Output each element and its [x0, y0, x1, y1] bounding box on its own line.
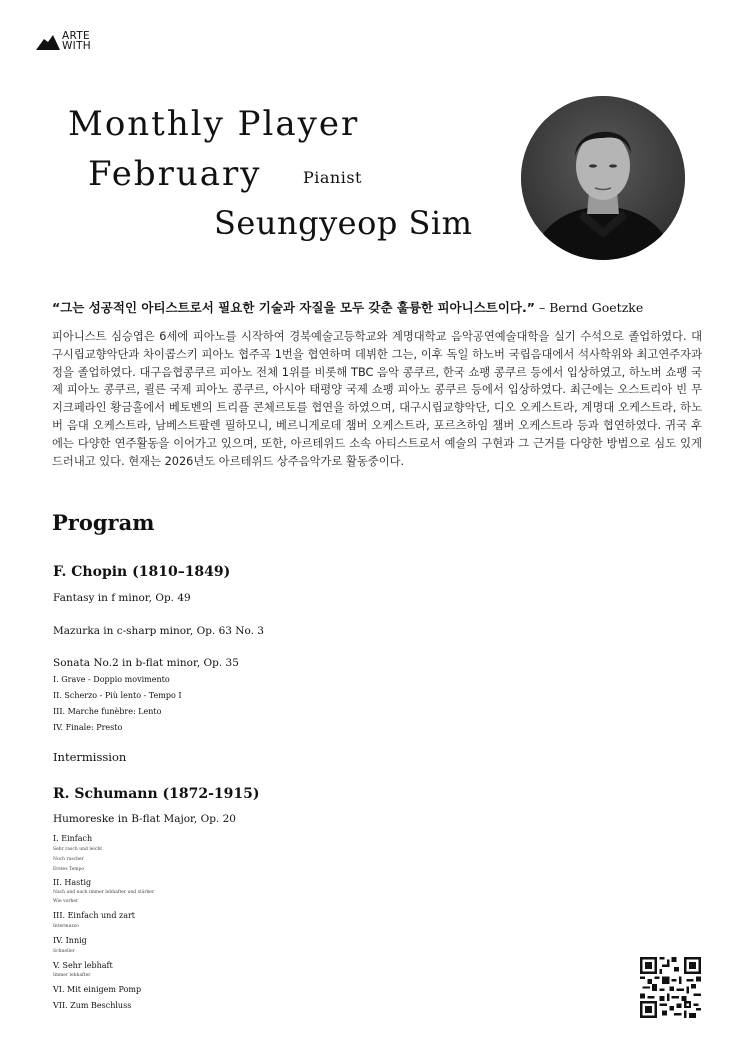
sonata-movement-3: III. Marche funèbre: Lento	[53, 707, 162, 716]
logo-text: ARTE WITH	[62, 30, 91, 52]
performer-role: Pianist	[303, 168, 362, 187]
portrait-photo	[521, 96, 685, 260]
humoreske-movement-3: III. Einfach und zart	[53, 911, 136, 920]
movement-4-sub-1: Schneller	[53, 949, 75, 954]
program-heading: Program	[52, 510, 155, 535]
movement-5-sub-1: Immer lebhafter	[53, 973, 91, 978]
composer-schumann: R. Schumann (1872-1915)	[53, 786, 260, 802]
composer-chopin: F. Chopin (1810–1849)	[53, 564, 231, 580]
movement-2-sub-2: Wie vorher	[53, 899, 79, 904]
humoreske-movement-1: I. Einfach	[53, 834, 93, 843]
work-humoreske: Humoreske in B-flat Major, Op. 20	[53, 813, 236, 825]
sonata-movement-4: IV. Finale: Presto	[53, 723, 123, 732]
intermission-label: Intermission	[53, 750, 127, 764]
movement-1-sub-2: Noch rascher	[53, 857, 84, 862]
work-sonata: Sonata No.2 in b-flat minor, Op. 35	[53, 657, 239, 669]
sonata-movement-2: II. Scherzo - Più lento - Tempo I	[53, 691, 182, 700]
work-fantasy: Fantasy in f minor, Op. 49	[53, 592, 191, 604]
title-line-2: February	[88, 154, 262, 194]
humoreske-movement-2: II. Hastig	[53, 878, 92, 887]
humoreske-movement-6: VI. Mit einigem Pomp	[53, 985, 142, 994]
movement-2-sub-1: Nach und nach immer lebhafter und stärker	[53, 890, 155, 895]
brand-logo	[36, 30, 91, 51]
movement-3-sub-1: Intermezzo	[53, 924, 79, 929]
logo-mark-icon	[36, 30, 60, 50]
movement-1-sub-1: Sehr rasch und leicht	[53, 847, 103, 852]
title-line-1: Monthly Player	[68, 104, 360, 144]
quote-author: – Bernd Goetzke	[538, 300, 644, 315]
work-mazurka: Mazurka in c-sharp minor, Op. 63 No. 3	[53, 625, 264, 637]
sonata-movement-1: I. Grave - Doppio movimento	[53, 675, 170, 684]
performer-name: Seungyeop Sim	[214, 204, 473, 242]
press-quote	[52, 298, 643, 316]
qr-code-icon[interactable]	[640, 957, 701, 1018]
humoreske-movement-7: VII. Zum Beschluss	[53, 1001, 132, 1010]
biography-text: 피아니스트 심승엽은 6세에 피아노를 시작하여 경북예술고등학교와 계명대학교 음악공연예술대학을 실기 수석으로 졸업하였다. 대구시립교향악단과 차이콥스키 피아노 협주곡 1번을 협연하며 데뷔한 그는, 이후 독일 하노버 국립음대에서 석사학위와 최고연주자과정을 졸업하였다. 대구음협콩쿠르 피아노 전체 1위를 비롯해 TBC 음악 콩쿠르, 한국 쇼팽 콩쿠르 등에서 입상하였고, 하노버 쇼팽 국제 피아노 콩쿠르, 쾰른 국제 피아노 콩쿠르, 아시아 태평양 국제 쇼팽 피아노 콩쿠르 등에서 입상하였다. 최근에는 오스트리아 빈 무지크페라인 황금홀에서 베토벤의 트리플 콘체르토를 협연을 하였으며, 대구시립교향악단, 디오 오케스트라, 계명대 오케스트라, 하노버 음대 오케스트라, 남베스트팔렌 필하모니, 베르니게로데 챔버 오케스트라, 포르츠하임 챔버 오케스트라 등과 협연하였다. 귀국 후에는 다양한 연주활동을 이어가고 있으며, 또한, 아르테위드 소속 아티스트로서 예술의 구현과 그 근거를 다양한 방법으로 심도 있게 드러내고 있다. 현재는 2026년도 아르테위드 상주음악가로 활동중이다.	[52, 330, 702, 468]
humoreske-movement-5: V. Sehr lebhaft	[53, 961, 113, 970]
movement-1-sub-3: Erstes Tempo	[53, 867, 85, 872]
quote-text: “그는 성공적인 아티스트로서 필요한 기술과 자질을 모두 갖춘 훌륭한 피아니스트이다.”	[52, 300, 535, 315]
humoreske-movement-4: IV. Innig	[53, 936, 87, 945]
